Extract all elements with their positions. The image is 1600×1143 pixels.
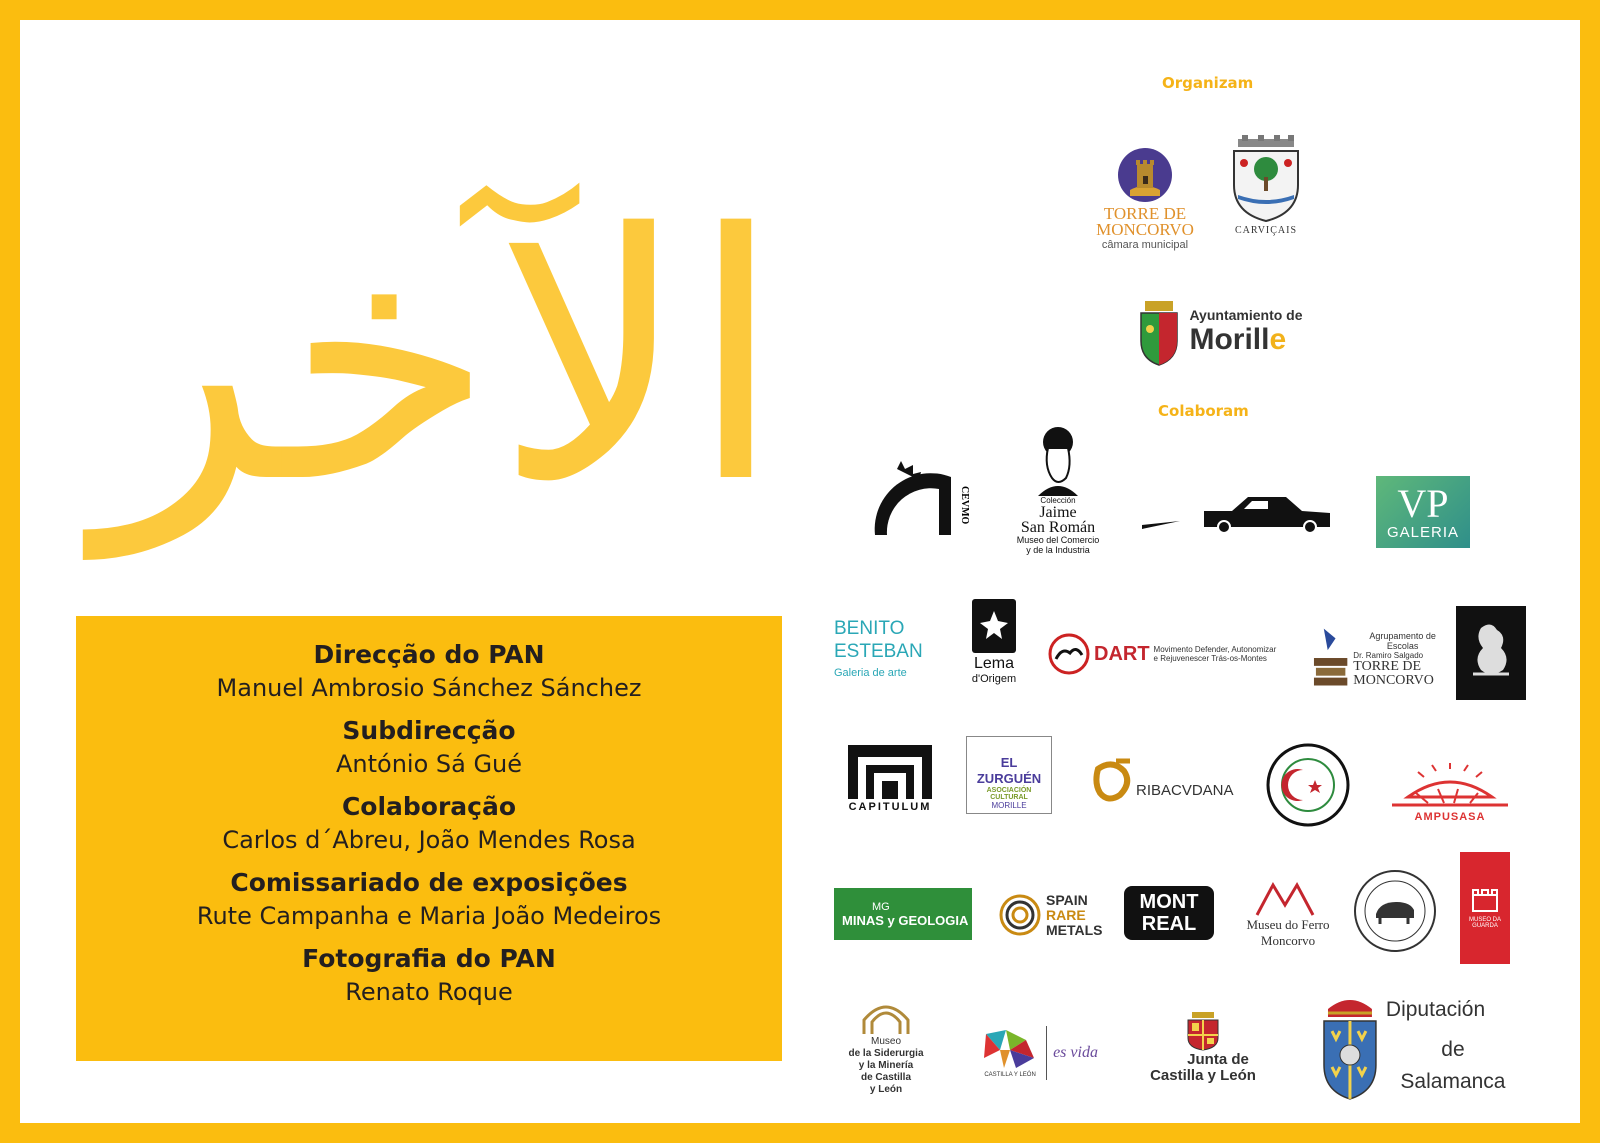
logo-capitulum (844, 742, 936, 814)
coat-of-arms-icon (1220, 133, 1312, 225)
logo-text: REAL (1141, 913, 1197, 935)
logo-museo-siderurgia (836, 992, 936, 1104)
credit-name: Renato Roque (345, 978, 513, 1006)
logo-text: Movimento Defender, Autonomizar (1153, 645, 1277, 654)
rooster-icon (1463, 618, 1519, 688)
logo-text: MONCORVO (1353, 672, 1434, 688)
credit-heading: Comissariado de exposições (230, 868, 628, 897)
logo-text: METALS (1046, 921, 1103, 938)
logo-text: Lema (973, 655, 1015, 672)
portrait-icon (1028, 426, 1088, 496)
logo-text: Museo del Comercio (1016, 534, 1100, 545)
logo-text: Junta de (1187, 1051, 1249, 1068)
collaborators-label: Colaboram (1158, 402, 1249, 420)
logo-jaime-san-roman (988, 420, 1128, 560)
logo-text: MUSEO DA GUARDA (1468, 917, 1501, 929)
rings-icon (998, 893, 1042, 937)
castle-tower-icon (1116, 146, 1174, 204)
credit-photography (76, 942, 782, 1008)
logo-text: Agrupamento de Escolas (1369, 630, 1436, 651)
arabic-title: الآخر (96, 162, 784, 558)
logo-espacio-arte (1456, 606, 1526, 700)
credit-name: Carlos d´Abreu, João Mendes Rosa (222, 826, 636, 854)
logo-text: y León (869, 1084, 903, 1095)
logo-benito-esteban (834, 608, 934, 688)
logo-text: de Salamanca (1400, 1038, 1506, 1093)
logo-text: VP (1397, 480, 1449, 526)
sun-landscape-icon (1388, 763, 1512, 811)
logo-text: CARVIÇAIS (1234, 224, 1298, 236)
logo-text: GALERIA (1386, 523, 1460, 541)
credit-heading: Colaboração (341, 792, 517, 821)
logo-museo-guarda (1460, 852, 1510, 964)
shield-icon (1137, 297, 1181, 367)
logo-dart (1048, 624, 1284, 684)
credit-name: António Sá Gué (335, 750, 523, 778)
dart-emblem-icon (1048, 633, 1090, 675)
credits-box (76, 616, 782, 1061)
crowned-shield-icon (1186, 1008, 1220, 1052)
logo-montreal (1124, 886, 1214, 940)
logo-sahrawi-culture (1262, 742, 1354, 828)
logo-text: MORILLE (991, 800, 1027, 810)
logo-el-zurguen (966, 736, 1052, 814)
logo-text: MG (872, 900, 890, 913)
logo-cevmo (858, 456, 972, 544)
credit-heading: Fotografia do PAN (302, 944, 556, 973)
logo-text: e (1269, 323, 1287, 356)
logo-text: TORRE DE (1103, 204, 1187, 223)
logo-carvicais (1216, 124, 1316, 244)
logo-text: BENITO (834, 618, 905, 639)
logo-text: Jaime (1039, 503, 1077, 521)
logo-text: Museu do Ferro (1246, 917, 1330, 932)
logo-ribacvdana (1090, 750, 1240, 816)
logo-text: Dr. Ramiro Salgado (1353, 650, 1424, 660)
logo-text: de Castilla (860, 1072, 912, 1083)
ribacvdana-emblem-icon (1090, 757, 1134, 809)
logo-text: RARE (1046, 906, 1086, 923)
logo-castilla-leon-es-vida (964, 1018, 1114, 1088)
organizers-label: Organizam (1162, 74, 1254, 92)
logo-lema-origem (966, 592, 1022, 690)
logo-text: Colección (1040, 495, 1076, 505)
logo-text: Museo (870, 1036, 901, 1047)
book-icon (970, 597, 1018, 655)
logo-text: es vida (1053, 1044, 1098, 1061)
logo-text: Galeria de arte (834, 667, 907, 679)
logo-text: TORRE DE (1353, 658, 1422, 674)
credit-subdirection (76, 714, 782, 780)
logo-text: Diputación (1385, 998, 1486, 1021)
gear-icon (867, 457, 963, 543)
logo-agrupamento-escolas (1312, 618, 1452, 700)
logo-text: Morill (1189, 323, 1270, 356)
logo-text: Castilla y León (1150, 1067, 1256, 1084)
archway-icon (846, 743, 934, 801)
logo-text: RIBACVDANA (1136, 781, 1234, 799)
logo-text: MONCORVO (1096, 220, 1194, 239)
logo-spain-rare-metals (998, 888, 1112, 942)
logo-text: DART (1094, 642, 1150, 665)
logo-text: MONT (1139, 891, 1199, 913)
logo-text: AMPUSASA (1414, 811, 1486, 823)
geometric-mosaic-icon (980, 1028, 1040, 1072)
logo-text: y de la Industria (1026, 544, 1090, 555)
credit-curation (76, 866, 782, 932)
logo-text: Moncorvo (1260, 933, 1316, 948)
logo-text: câmara municipal (1101, 239, 1189, 251)
logo-junta-castilla-leon (1138, 1004, 1268, 1088)
credit-direction (76, 638, 782, 704)
car-icon (1140, 485, 1336, 545)
arch-icon (860, 1000, 912, 1036)
logo-text: de la Siderurgia (848, 1048, 924, 1059)
logo-text: MINAS y GEOLOGIA (842, 912, 969, 928)
logo-text: y la Minería (858, 1060, 914, 1071)
logo-text: San Román (1020, 518, 1096, 536)
logo-text: CAPITULUM (848, 801, 932, 813)
credit-heading: Subdirecção (342, 716, 516, 745)
logo-minas-geologia (834, 888, 972, 940)
mountains-icon (1255, 881, 1321, 917)
logo-text: d'Origem (971, 673, 1017, 685)
credit-name: Manuel Ambrosio Sánchez Sánchez (216, 674, 642, 702)
credit-name: Rute Campanha e Maria João Medeiros (196, 902, 662, 930)
logo-text: e Rejuvenescer Trás-os-Montes (1153, 654, 1267, 663)
logo-text: SPAIN (1046, 891, 1088, 908)
logo-vp-galeria (1376, 476, 1470, 548)
logo-text: ASOCIACIÓN CULTURAL (986, 786, 1032, 801)
credit-heading: Direcção do PAN (313, 640, 545, 669)
crowned-coat-of-arms-icon (1320, 991, 1380, 1101)
castle-icon (1471, 887, 1499, 913)
logo-text: Ayuntamiento de (1189, 307, 1303, 323)
logo-morille (1120, 292, 1320, 372)
logo-text: CEVMO (959, 486, 970, 525)
logo-text: EL ZURGUÉN (976, 754, 1042, 786)
books-bird-icon (1312, 624, 1349, 694)
crescent-star-icon (1265, 742, 1351, 828)
credit-collaboration (76, 790, 782, 856)
logo-torre-moncorvo (1090, 136, 1200, 262)
logo-diputacion-salamanca (1320, 986, 1520, 1106)
logo-text: CASTILLA Y LEÓN (984, 1072, 1036, 1078)
logo-ampusasa (1386, 760, 1514, 826)
logo-museu-ferro (1238, 870, 1338, 960)
logo-car-museum (1140, 480, 1336, 550)
logo-archaeology-project (1350, 866, 1440, 956)
boar-seal-icon (1352, 868, 1438, 954)
logo-text: ESTEBAN (834, 641, 923, 662)
